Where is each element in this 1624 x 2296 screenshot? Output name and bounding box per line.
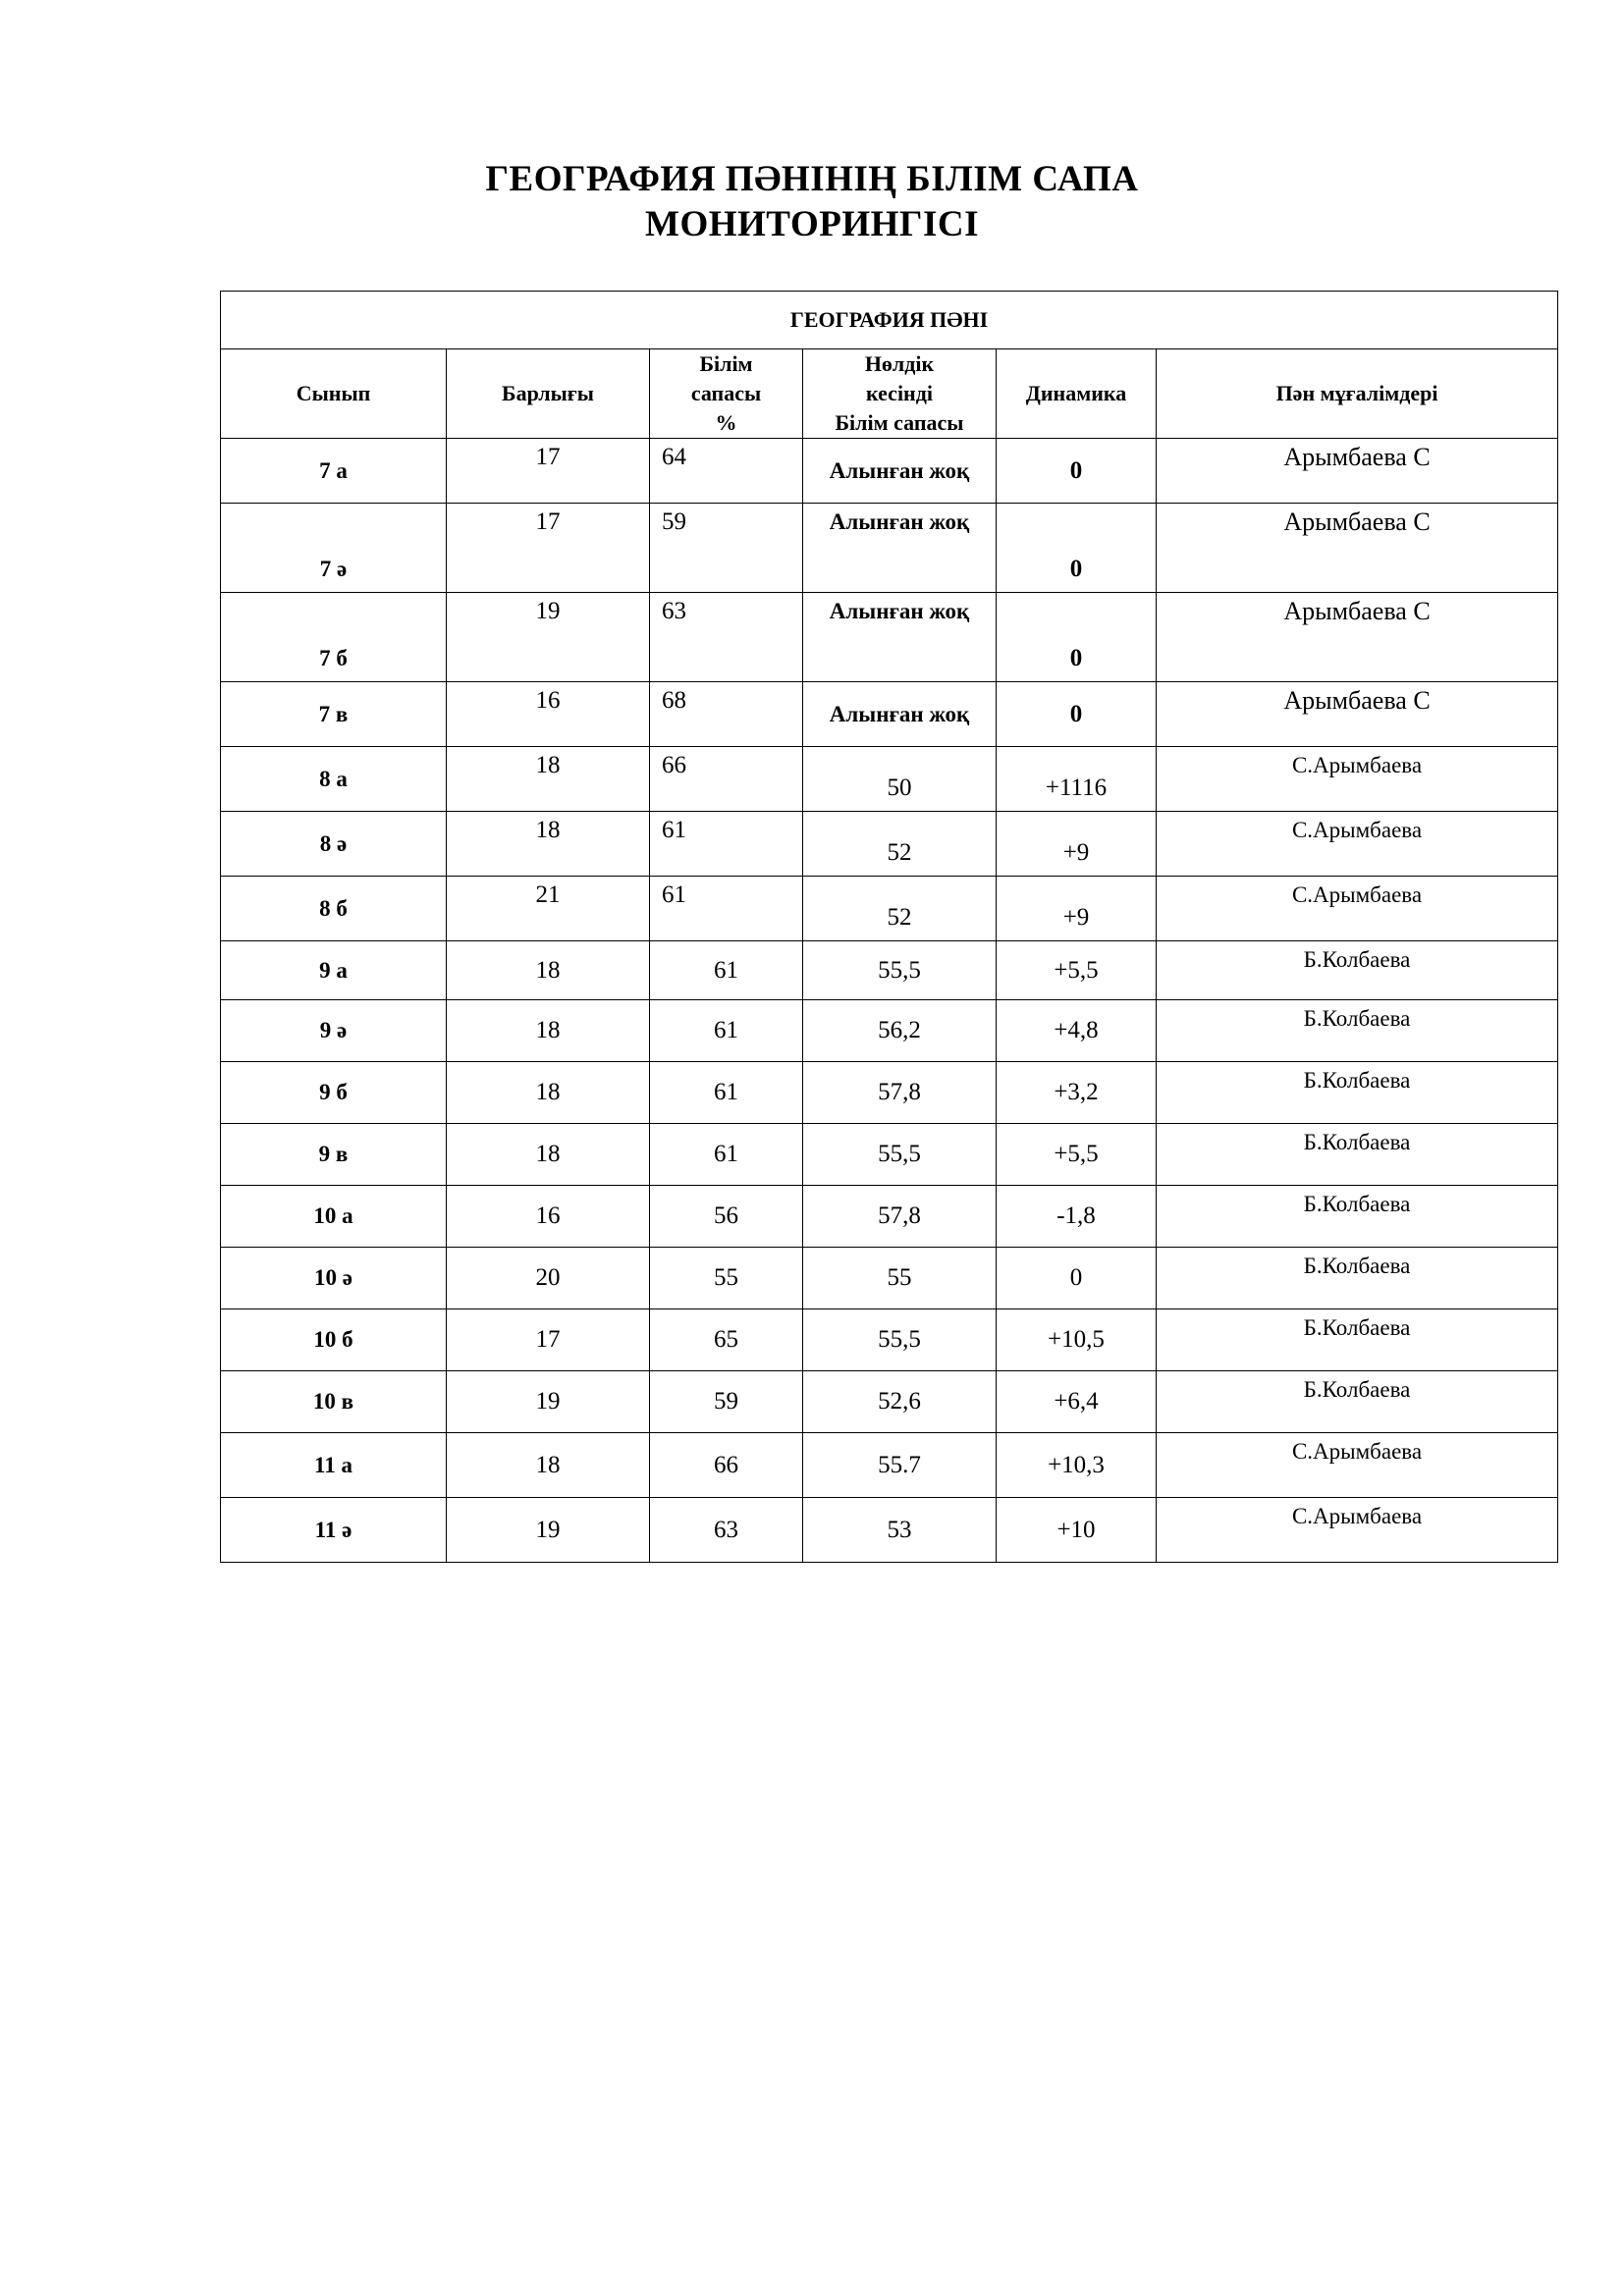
header-quality: Білім сапасы %	[650, 349, 803, 439]
teacher-cell: Арымбаева С	[1157, 439, 1558, 504]
teacher-cell: Б.Колбаева	[1157, 1062, 1558, 1124]
class-cell: 10 а	[221, 1186, 447, 1248]
dynamics-cell: 0	[997, 682, 1157, 747]
total-cell: 18	[447, 1000, 650, 1062]
teacher-cell: С.Арымбаева	[1157, 877, 1558, 941]
table-row	[221, 1000, 1558, 1062]
dynamics-cell: 0	[997, 1248, 1157, 1309]
zero-section-cell: Алынған жоқ	[803, 682, 997, 747]
total-cell: 19	[447, 593, 650, 682]
teacher-cell: Арымбаева С	[1157, 504, 1558, 593]
class-cell: 9 ә	[221, 1000, 447, 1062]
subject-row	[221, 292, 1558, 349]
quality-cell: 61	[650, 1000, 803, 1062]
header-zero-section: Нөлдік кесінді Білім сапасы	[803, 349, 997, 439]
class-cell: 7 а	[221, 439, 447, 504]
total-cell: 16	[447, 682, 650, 747]
teacher-cell: Арымбаева С	[1157, 682, 1558, 747]
class-cell: 9 а	[221, 941, 447, 1000]
zero-section-cell: 55,5	[803, 1124, 997, 1186]
class-cell: 7 в	[221, 682, 447, 747]
teacher-cell: Б.Колбаева	[1157, 1186, 1558, 1248]
quality-cell: 66	[650, 747, 803, 812]
zero-section-cell: 52	[803, 812, 997, 877]
table-row	[221, 941, 1558, 1000]
zero-section-cell: 55,5	[803, 1309, 997, 1371]
quality-cell: 61	[650, 941, 803, 1000]
class-cell: 11 ә	[221, 1498, 447, 1563]
total-cell: 19	[447, 1371, 650, 1433]
teacher-cell: Арымбаева С	[1157, 593, 1558, 682]
quality-monitoring-table	[220, 291, 1558, 1563]
dynamics-cell: +6,4	[997, 1371, 1157, 1433]
total-cell: 17	[447, 439, 650, 504]
dynamics-cell: +4,8	[997, 1000, 1157, 1062]
table-row	[221, 1371, 1558, 1433]
header-dynamics: Динамика	[997, 349, 1157, 439]
total-cell: 18	[447, 1433, 650, 1498]
teacher-cell: Б.Колбаева	[1157, 1248, 1558, 1309]
total-cell: 19	[447, 1498, 650, 1563]
total-cell: 18	[447, 747, 650, 812]
table-row	[221, 1433, 1558, 1498]
table-row	[221, 1498, 1558, 1563]
zero-section-cell: 55	[803, 1248, 997, 1309]
teacher-cell: Б.Колбаева	[1157, 1371, 1558, 1433]
teacher-cell: Б.Колбаева	[1157, 1000, 1558, 1062]
teacher-cell: Б.Колбаева	[1157, 941, 1558, 1000]
dynamics-cell: -1,8	[997, 1186, 1157, 1248]
quality-cell: 63	[650, 1498, 803, 1563]
table-row	[221, 1124, 1558, 1186]
table-row	[221, 504, 1558, 593]
zero-section-cell: 57,8	[803, 1186, 997, 1248]
header-class: Сынып	[221, 349, 447, 439]
class-cell: 8 ә	[221, 812, 447, 877]
class-cell: 11 а	[221, 1433, 447, 1498]
quality-cell: 59	[650, 504, 803, 593]
zero-section-cell: Алынған жоқ	[803, 504, 997, 593]
dynamics-cell: +10,3	[997, 1433, 1157, 1498]
teacher-cell: С.Арымбаева	[1157, 747, 1558, 812]
dynamics-cell: +10	[997, 1498, 1157, 1563]
quality-cell: 65	[650, 1309, 803, 1371]
zero-section-cell: 53	[803, 1498, 997, 1563]
class-cell: 9 в	[221, 1124, 447, 1186]
total-cell: 20	[447, 1248, 650, 1309]
class-cell: 9 б	[221, 1062, 447, 1124]
teacher-cell: С.Арымбаева	[1157, 812, 1558, 877]
zero-section-cell: 55,5	[803, 941, 997, 1000]
teacher-cell: С.Арымбаева	[1157, 1498, 1558, 1563]
dynamics-cell: 0	[997, 504, 1157, 593]
dynamics-cell: 0	[997, 439, 1157, 504]
quality-cell: 61	[650, 1062, 803, 1124]
table-row	[221, 1248, 1558, 1309]
quality-cell: 55	[650, 1248, 803, 1309]
teacher-cell: С.Арымбаева	[1157, 1433, 1558, 1498]
class-cell: 7 ә	[221, 504, 447, 593]
quality-cell: 59	[650, 1371, 803, 1433]
table-row	[221, 1309, 1558, 1371]
zero-section-cell: 57,8	[803, 1062, 997, 1124]
table-row	[221, 812, 1558, 877]
subject-header: ГЕОГРАФИЯ ПӘНІ	[221, 292, 1558, 349]
total-cell: 16	[447, 1186, 650, 1248]
header-total: Барлығы	[447, 349, 650, 439]
total-cell: 18	[447, 1124, 650, 1186]
zero-section-cell: Алынған жоқ	[803, 439, 997, 504]
zero-section-cell: 52	[803, 877, 997, 941]
table-row	[221, 877, 1558, 941]
dynamics-cell: +5,5	[997, 1124, 1157, 1186]
class-cell: 8 а	[221, 747, 447, 812]
teacher-cell: Б.Колбаева	[1157, 1309, 1558, 1371]
total-cell: 18	[447, 1062, 650, 1124]
table-row	[221, 682, 1558, 747]
dynamics-cell: +9	[997, 812, 1157, 877]
quality-cell: 61	[650, 812, 803, 877]
quality-cell: 61	[650, 877, 803, 941]
quality-cell: 63	[650, 593, 803, 682]
header-teachers: Пән мұғалімдері	[1157, 349, 1558, 439]
total-cell: 17	[447, 1309, 650, 1371]
dynamics-cell: +9	[997, 877, 1157, 941]
dynamics-cell: +1116	[997, 747, 1157, 812]
table-row	[221, 1186, 1558, 1248]
total-cell: 17	[447, 504, 650, 593]
zero-section-cell: 55.7	[803, 1433, 997, 1498]
class-cell: 10 ә	[221, 1248, 447, 1309]
dynamics-cell: +3,2	[997, 1062, 1157, 1124]
title-line-1: ГЕОГРАФИЯ ПӘНІНІҢ БІЛІМ САПА	[485, 159, 1139, 199]
class-cell: 8 б	[221, 877, 447, 941]
total-cell: 21	[447, 877, 650, 941]
quality-cell: 66	[650, 1433, 803, 1498]
column-header-row	[221, 349, 1558, 439]
title-line-2: МОНИТОРИНГІСІ	[645, 204, 979, 244]
zero-section-cell: 52,6	[803, 1371, 997, 1433]
teacher-cell: Б.Колбаева	[1157, 1124, 1558, 1186]
quality-cell: 64	[650, 439, 803, 504]
dynamics-cell: +10,5	[997, 1309, 1157, 1371]
page-title	[0, 157, 1624, 247]
table-row	[221, 747, 1558, 812]
dynamics-cell: 0	[997, 593, 1157, 682]
zero-section-cell: 56,2	[803, 1000, 997, 1062]
table-row	[221, 593, 1558, 682]
zero-section-cell: Алынған жоқ	[803, 593, 997, 682]
dynamics-cell: +5,5	[997, 941, 1157, 1000]
class-cell: 10 в	[221, 1371, 447, 1433]
zero-section-cell: 50	[803, 747, 997, 812]
table-row	[221, 1062, 1558, 1124]
total-cell: 18	[447, 812, 650, 877]
total-cell: 18	[447, 941, 650, 1000]
quality-cell: 61	[650, 1124, 803, 1186]
class-cell: 7 б	[221, 593, 447, 682]
class-cell: 10 б	[221, 1309, 447, 1371]
table-row	[221, 439, 1558, 504]
quality-cell: 68	[650, 682, 803, 747]
quality-cell: 56	[650, 1186, 803, 1248]
